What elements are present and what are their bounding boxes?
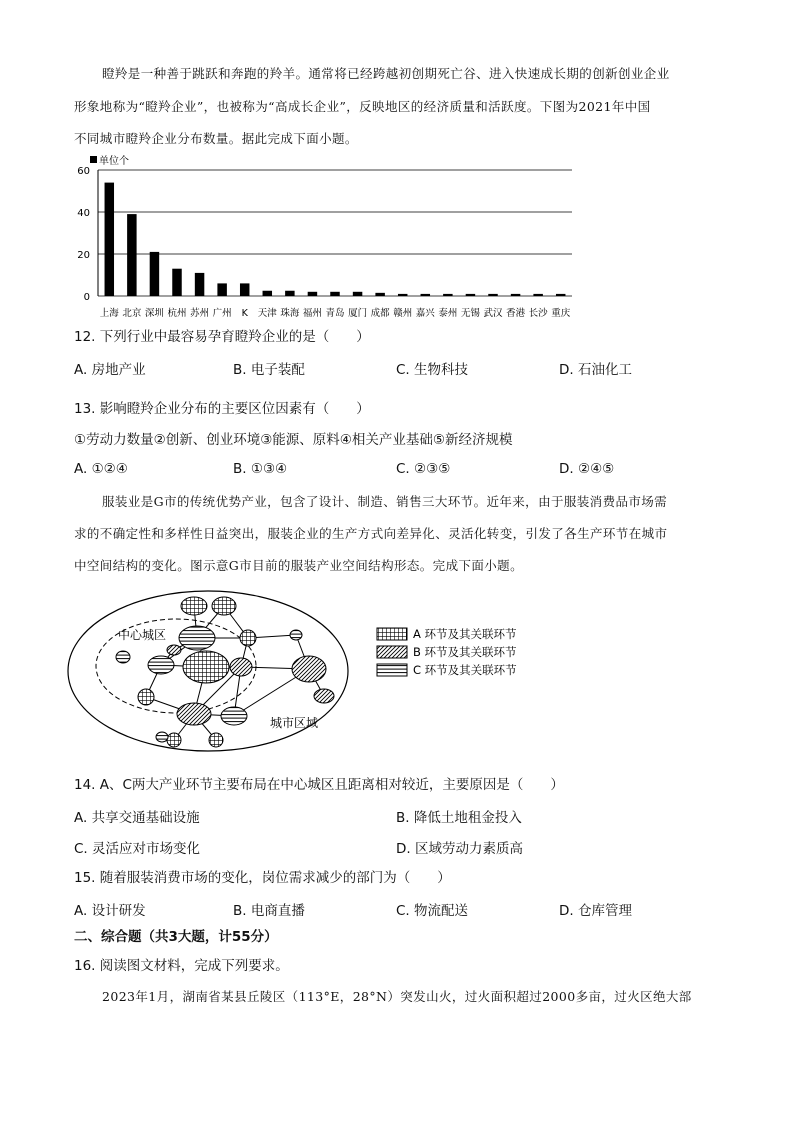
section-2-heading: 二、综合题（共3大题，计55分） — [74, 929, 278, 945]
x-tick-label: 苏州 — [190, 308, 210, 319]
chart-x-ticks — [100, 307, 571, 319]
x-tick-label: 北京 — [122, 308, 142, 319]
x-tick-label: K — [241, 308, 248, 319]
bar-14 — [421, 294, 430, 296]
q14-option-a[interactable]: A. 共享交通基础设施 — [74, 810, 200, 826]
q12-option-a[interactable]: A. 房地产业 — [74, 362, 146, 378]
bar-15 — [443, 294, 452, 296]
q14-stem: 14. A、C两大产业环节主要布局在中心城区且距离相对较近，主要原因是（ ） — [74, 777, 564, 793]
bar-7 — [263, 291, 272, 296]
x-tick-label: 广州 — [212, 308, 232, 319]
x-tick-label: 嘉兴 — [415, 308, 435, 319]
q15-option-d[interactable]: D. 仓库管理 — [559, 903, 632, 919]
q12-stem: 12. 下列行业中最容易孕育瞪羚企业的是（ ） — [74, 329, 370, 345]
q13-option-d[interactable]: D. ②④⑤ — [559, 461, 615, 477]
central-district-label: 中心城区 — [118, 628, 167, 642]
bar-5 — [217, 283, 226, 296]
bar-3 — [172, 269, 181, 296]
x-tick-label: 成都 — [370, 308, 390, 319]
passage2-line-3: 中空间结构的变化。图示意G市目前的服装产业空间结构形态。完成下面小题。 — [74, 558, 523, 573]
q13-option-c[interactable]: C. ②③⑤ — [396, 461, 451, 477]
city-region-label: 城市区域 — [270, 716, 319, 730]
bar-6 — [240, 283, 249, 296]
y-tick-label: 0 — [83, 292, 90, 303]
x-tick-label: 深圳 — [144, 308, 164, 319]
legend-c: C 环节及其关联环节 — [413, 663, 517, 677]
q15-stem: 15. 随着服装消费市场的变化，岗位需求减少的部门为（ ） — [74, 870, 451, 886]
x-tick-label: 杭州 — [167, 308, 187, 319]
x-tick-label: 无锡 — [460, 308, 480, 319]
x-tick-label: 青岛 — [325, 308, 345, 319]
bar-20 — [556, 294, 565, 296]
bar-12 — [375, 293, 384, 296]
q12-option-b[interactable]: B. 电子装配 — [233, 362, 305, 378]
x-tick-label: 厦门 — [348, 308, 368, 319]
q13-stem: 13. 影响瞪羚企业分布的主要区位因素有（ ） — [74, 401, 370, 417]
x-tick-label: 重庆 — [551, 308, 571, 319]
x-tick-label: 长沙 — [528, 308, 548, 319]
y-tick-label: 40 — [77, 208, 90, 219]
q16-text: 2023年1月，湖南省某县丘陵区（113°E，28°N）突发山火，过火面积超过2000多亩，过火区绝大部 — [102, 989, 692, 1004]
bar-10 — [330, 292, 339, 296]
garment-industry-diagram — [66, 588, 536, 758]
passage2-line-1: 服装业是G市的传统优势产业，包含了设计、制造、销售三大环节。近年来，由于服装消费品市场需 — [102, 494, 668, 509]
gazelle-bar-chart — [66, 154, 586, 324]
bar-0 — [105, 183, 114, 296]
q12-option-c[interactable]: C. 生物科技 — [396, 362, 469, 378]
q14-option-d[interactable]: D. 区域劳动力素质高 — [396, 841, 523, 857]
intro-line-1: 瞪羚是一种善于跳跃和奔跑的羚羊。通常将已经跨越初创期死亡谷、进入快速成长期的创新创业企业 — [102, 66, 670, 81]
bar-2 — [150, 252, 159, 296]
y-tick-label: 20 — [77, 250, 90, 261]
bar-18 — [511, 294, 520, 296]
passage2-line-2: 求的不确定性和多样性日益突出，服装企业的生产方式向差异化、灵活化转变，引发了各生产环节在城市 — [74, 526, 668, 541]
q12-option-d[interactable]: D. 石油化工 — [559, 362, 632, 378]
chart-grid — [98, 170, 572, 296]
legend-b-swatch — [377, 646, 407, 658]
q15-option-c[interactable]: C. 物流配送 — [396, 903, 469, 919]
x-tick-label: 武汉 — [483, 308, 503, 319]
bar-1 — [127, 214, 136, 296]
intro-line-3: 不同城市瞪羚企业分布数量。据此完成下面小题。 — [74, 131, 358, 146]
q15-option-b[interactable]: B. 电商直播 — [233, 903, 305, 919]
chart-legend: 单位个 — [99, 156, 129, 167]
x-tick-label: 珠海 — [280, 308, 300, 319]
chart-bars — [105, 183, 566, 296]
bar-19 — [533, 294, 542, 296]
intro-line-2: 形象地称为“瞪羚企业”，也被称为“高成长企业”，反映地区的经济质量和活跃度。下图为2021年中国 — [74, 99, 651, 114]
bar-8 — [285, 291, 294, 296]
q14-option-b[interactable]: B. 降低土地租金投入 — [396, 810, 522, 826]
x-tick-label: 福州 — [302, 308, 322, 319]
q16-stem: 16. 阅读图文材料，完成下列要求。 — [74, 958, 289, 974]
x-tick-label: 泰州 — [438, 308, 458, 319]
bar-9 — [308, 292, 317, 296]
legend-a: A 环节及其关联环节 — [413, 627, 517, 641]
chart-y-ticks — [77, 166, 90, 303]
x-tick-label: 天津 — [257, 308, 277, 319]
q14-option-c[interactable]: C. 灵活应对市场变化 — [74, 841, 201, 857]
q15-option-a[interactable]: A. 设计研发 — [74, 903, 146, 919]
bar-4 — [195, 273, 204, 296]
x-tick-label: 上海 — [99, 308, 119, 319]
bar-11 — [353, 292, 362, 296]
y-tick-label: 60 — [77, 166, 90, 177]
q13-option-b[interactable]: B. ①③④ — [233, 461, 288, 477]
q13-factors: ①劳动力数量②创新、创业环境③能源、原料④相关产业基础⑤新经济规模 — [74, 432, 513, 448]
bar-13 — [398, 294, 407, 296]
legend-a-swatch — [377, 628, 407, 640]
q13-option-a[interactable]: A. ①②④ — [74, 461, 128, 477]
legend-c-swatch — [377, 664, 407, 676]
bar-17 — [488, 294, 497, 296]
x-tick-label: 香港 — [506, 308, 526, 319]
x-tick-label: 赣州 — [393, 308, 413, 319]
legend-b: B 环节及其关联环节 — [413, 645, 517, 659]
bar-16 — [466, 294, 475, 296]
legend-swatch — [90, 156, 97, 163]
